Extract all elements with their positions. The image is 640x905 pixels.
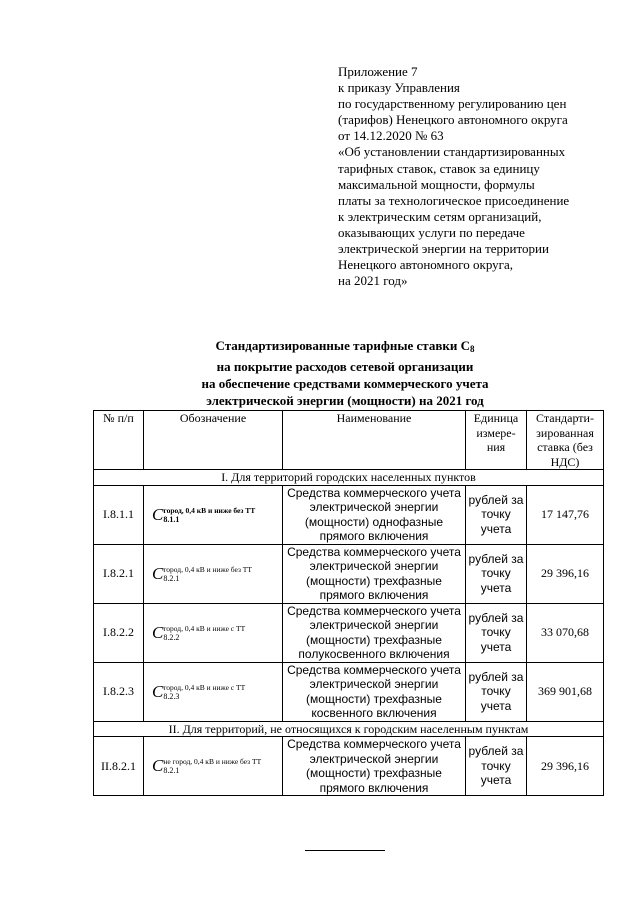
row-unit: рублей за точку учета xyxy=(466,737,527,796)
section-2-label: II. Для территорий, не относящихся к городским населенным пунктам xyxy=(94,721,604,737)
row-rate: 29 396,16 xyxy=(527,737,604,796)
appendix-line: Ненецкого автономного округа, xyxy=(338,257,513,273)
section-1-label: I. Для территорий городских населенных пунктов xyxy=(94,470,604,486)
table-row xyxy=(94,485,604,544)
appendix-line: на 2021 год» xyxy=(338,273,408,289)
appendix-block xyxy=(338,64,618,289)
row-name: Средства коммерческого учета электрической энергии (мощности) трехфазные косвенного включения xyxy=(283,662,466,721)
row-symbol xyxy=(144,737,283,796)
table-row xyxy=(94,603,604,662)
symbol-superscript: не город, 0,4 кВ и ниже без ТТ xyxy=(163,757,262,766)
appendix-line: тарифных ставок, ставок за единицу xyxy=(338,160,540,176)
appendix-line: максимальной мощности, формулы xyxy=(338,176,535,192)
symbol-subscript: 8.2.3 xyxy=(163,691,180,701)
table-row xyxy=(94,662,604,721)
row-rate: 17 147,76 xyxy=(527,485,604,544)
symbol-subscript: 8.2.1 xyxy=(163,573,180,583)
symbol-superscript: город, 0,4 кВ и ниже с ТТ xyxy=(163,682,246,692)
row-num: I.8.1.1 xyxy=(94,485,144,544)
row-name: Средства коммерческого учета электрической энергии (мощности) трехфазные прямого включения xyxy=(283,544,466,603)
section-row-1 xyxy=(94,470,604,486)
symbol-superscript: город, 0,4 кВ и ниже без ТТ xyxy=(163,564,252,574)
symbol-letter: C xyxy=(152,755,164,775)
row-num: I.8.2.1 xyxy=(94,544,144,603)
row-rate: 369 901,68 xyxy=(527,662,604,721)
row-rate: 29 396,16 xyxy=(527,544,604,603)
title-line-1 xyxy=(80,337,610,358)
footer-divider xyxy=(305,850,385,851)
title-subscript: 8 xyxy=(469,344,475,354)
row-unit: рублей за точку учета xyxy=(466,662,527,721)
symbol-letter: C xyxy=(152,622,164,642)
appendix-line: от 14.12.2020 № 63 xyxy=(338,128,444,144)
appendix-line: к электрическим сетям организаций, xyxy=(338,208,542,224)
symbol-superscript: город, 0,4 кВ и ниже без ТТ xyxy=(163,505,256,515)
appendix-line: электрической энергии на территории xyxy=(338,241,549,257)
table-row xyxy=(94,737,604,796)
symbol-superscript: город, 0,4 кВ и ниже с ТТ xyxy=(163,623,246,633)
row-unit: рублей за точку учета xyxy=(466,603,527,662)
row-num: II.8.2.1 xyxy=(94,737,144,796)
document-title xyxy=(80,337,610,409)
rates-table xyxy=(93,410,604,796)
row-symbol xyxy=(144,544,283,603)
symbol-subscript: 8.2.1 xyxy=(163,766,180,775)
appendix-line: (тарифов) Ненецкого автономного округа xyxy=(338,112,568,128)
row-num: I.8.2.3 xyxy=(94,662,144,721)
header-name: Наименование xyxy=(283,411,466,470)
symbol-subscript: 8.2.2 xyxy=(163,632,180,642)
header-num: № п/п xyxy=(94,411,144,470)
row-rate: 33 070,68 xyxy=(527,603,604,662)
header-symbol: Обозначение xyxy=(144,411,283,470)
symbol-letter: C xyxy=(152,681,164,701)
row-symbol xyxy=(144,485,283,544)
title-line-2: на покрытие расходов сетевой организации xyxy=(216,359,474,374)
row-unit: рублей за точку учета xyxy=(466,544,527,603)
appendix-line: к приказу Управления xyxy=(338,80,460,96)
appendix-line: платы за технологическое присоединение xyxy=(338,192,570,208)
title-line-3: на обеспечение средствами коммерческого учета xyxy=(201,376,489,391)
section-row-2 xyxy=(94,721,604,737)
row-name: Средства коммерческого учета электрической энергии (мощности) трехфазные прямого включения xyxy=(283,737,466,796)
appendix-line: оказывающих услуги по передаче xyxy=(338,224,525,240)
header-rate: Стандарти-зированная ставка (без НДС) xyxy=(527,411,604,470)
row-symbol xyxy=(144,603,283,662)
title-line-4: электрической энергии (мощности) на 2021 год xyxy=(206,393,484,408)
title-line-1-text: Стандартизированные тарифные ставки С xyxy=(215,338,470,353)
row-symbol xyxy=(144,662,283,721)
appendix-line: Приложение 7 xyxy=(338,64,418,79)
symbol-letter: C xyxy=(152,504,164,524)
symbol-letter: C xyxy=(152,563,164,583)
header-unit: Единица измере-ния xyxy=(466,411,527,470)
table-row xyxy=(94,544,604,603)
table-header-row xyxy=(94,411,604,470)
symbol-subscript: 8.1.1 xyxy=(163,514,180,524)
row-name: Средства коммерческого учета электрической энергии (мощности) однофазные прямого включения xyxy=(283,485,466,544)
appendix-line: по государственному регулированию цен xyxy=(338,96,567,112)
row-name: Средства коммерческого учета электрической энергии (мощности) трехфазные полукосвенного включения xyxy=(283,603,466,662)
row-num: I.8.2.2 xyxy=(94,603,144,662)
row-unit: рублей за точку учета xyxy=(466,485,527,544)
appendix-line: «Об установлении стандартизированных xyxy=(338,144,566,160)
